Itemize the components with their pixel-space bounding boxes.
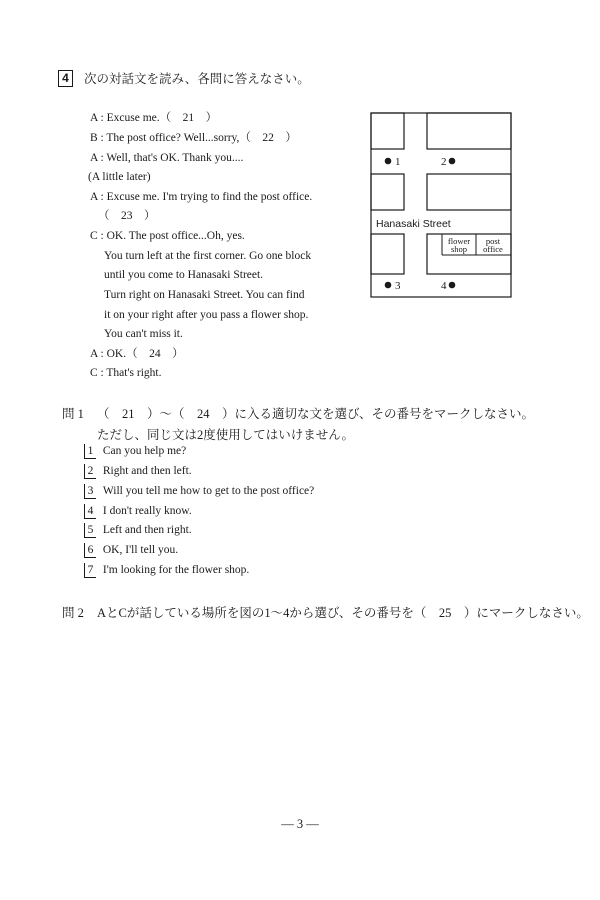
choice-item — [84, 504, 192, 519]
q1-label: 問 1 — [62, 407, 84, 421]
point-4-label: 4 — [441, 280, 447, 292]
choice-number: 4 — [84, 504, 96, 519]
choice-text: Left and then right. — [102, 524, 192, 536]
choice-number: 7 — [84, 563, 96, 578]
choice-text: OK, I'll tell you. — [102, 544, 179, 556]
dialogue-line: A : Well, that's OK. Thank you.... — [90, 152, 244, 164]
point-2-marker — [449, 158, 456, 165]
point-3-marker — [385, 282, 392, 289]
map-border — [371, 113, 511, 297]
point-1-marker — [385, 158, 392, 165]
q2-text: AとCが話している場所を図の1〜4から選び、その番号を（ 25 ）にマークしなさい。 — [97, 606, 589, 620]
choice-number: 1 — [84, 444, 96, 459]
dialogue-line: C : OK. The post office...Oh, yes. — [90, 230, 245, 242]
choice-item — [84, 523, 192, 538]
dialogue-line: You turn left at the first corner. Go one block — [104, 250, 312, 262]
post-office-label: post — [485, 236, 501, 246]
dialogue-line: until you come to Hanasaki Street. — [104, 269, 264, 281]
choice-text: Can you help me? — [102, 445, 187, 457]
dialogue-line: A : Excuse me.（ 21 ） — [90, 112, 218, 124]
q1-note: ただし、同じ文は2度使用してはいけません。 — [97, 428, 355, 442]
question-instruction: 次の対話文を読み、各問に答えなさい。 — [84, 72, 310, 86]
dialogue-line: it on your right after you pass a flower shop. — [104, 309, 309, 321]
post-office-label: office — [483, 244, 503, 254]
map-block — [371, 174, 404, 210]
choice-number: 3 — [84, 484, 96, 499]
choice-text: I don't really know. — [102, 505, 192, 517]
choice-item — [84, 484, 314, 499]
point-2-label: 2 — [441, 156, 447, 168]
question-number: 4 — [58, 70, 73, 87]
flower-shop-label: flower — [447, 236, 471, 246]
choice-text: I'm looking for the flower shop. — [102, 564, 250, 576]
page-number: — 3 — — [281, 817, 319, 831]
point-1-label: 1 — [395, 156, 401, 168]
point-4-marker — [449, 282, 456, 289]
dialogue-line: B : The post office? Well...sorry,（ 22 ） — [90, 132, 297, 144]
dialogue-line: You can't miss it. — [104, 328, 183, 340]
choice-item — [84, 444, 186, 459]
choice-item — [84, 464, 192, 479]
flower-shop-label: shop — [450, 244, 468, 254]
map-block — [427, 113, 511, 149]
map-block — [427, 174, 511, 210]
map-block — [371, 234, 404, 274]
dialogue-line: A : OK.（ 24 ） — [90, 348, 184, 360]
choice-number: 6 — [84, 543, 96, 558]
dialogue-line: （ 23 ） — [98, 210, 156, 222]
point-3-label: 3 — [395, 280, 401, 292]
dialogue-line: (A little later) — [88, 171, 151, 183]
street-map — [368, 110, 514, 300]
dialogue-line: A : Excuse me. I'm trying to find the post office. — [90, 191, 313, 203]
street-name: Hanasaki Street — [376, 218, 451, 230]
choice-number: 2 — [84, 464, 96, 479]
choice-text: Right and then left. — [102, 465, 192, 477]
dialogue-line: C : That's right. — [90, 367, 162, 379]
map-block — [371, 113, 404, 149]
choice-item — [84, 543, 178, 558]
choice-item — [84, 563, 249, 578]
choice-number: 5 — [84, 523, 96, 538]
q1-text: （ 21 ）〜（ 24 ）に入る適切な文を選び、その番号をマークしなさい。 — [97, 407, 535, 421]
dialogue-line: Turn right on Hanasaki Street. You can find — [104, 289, 305, 301]
choice-text: Will you tell me how to get to the post office? — [102, 485, 315, 497]
q2-label: 問 2 — [62, 606, 84, 620]
